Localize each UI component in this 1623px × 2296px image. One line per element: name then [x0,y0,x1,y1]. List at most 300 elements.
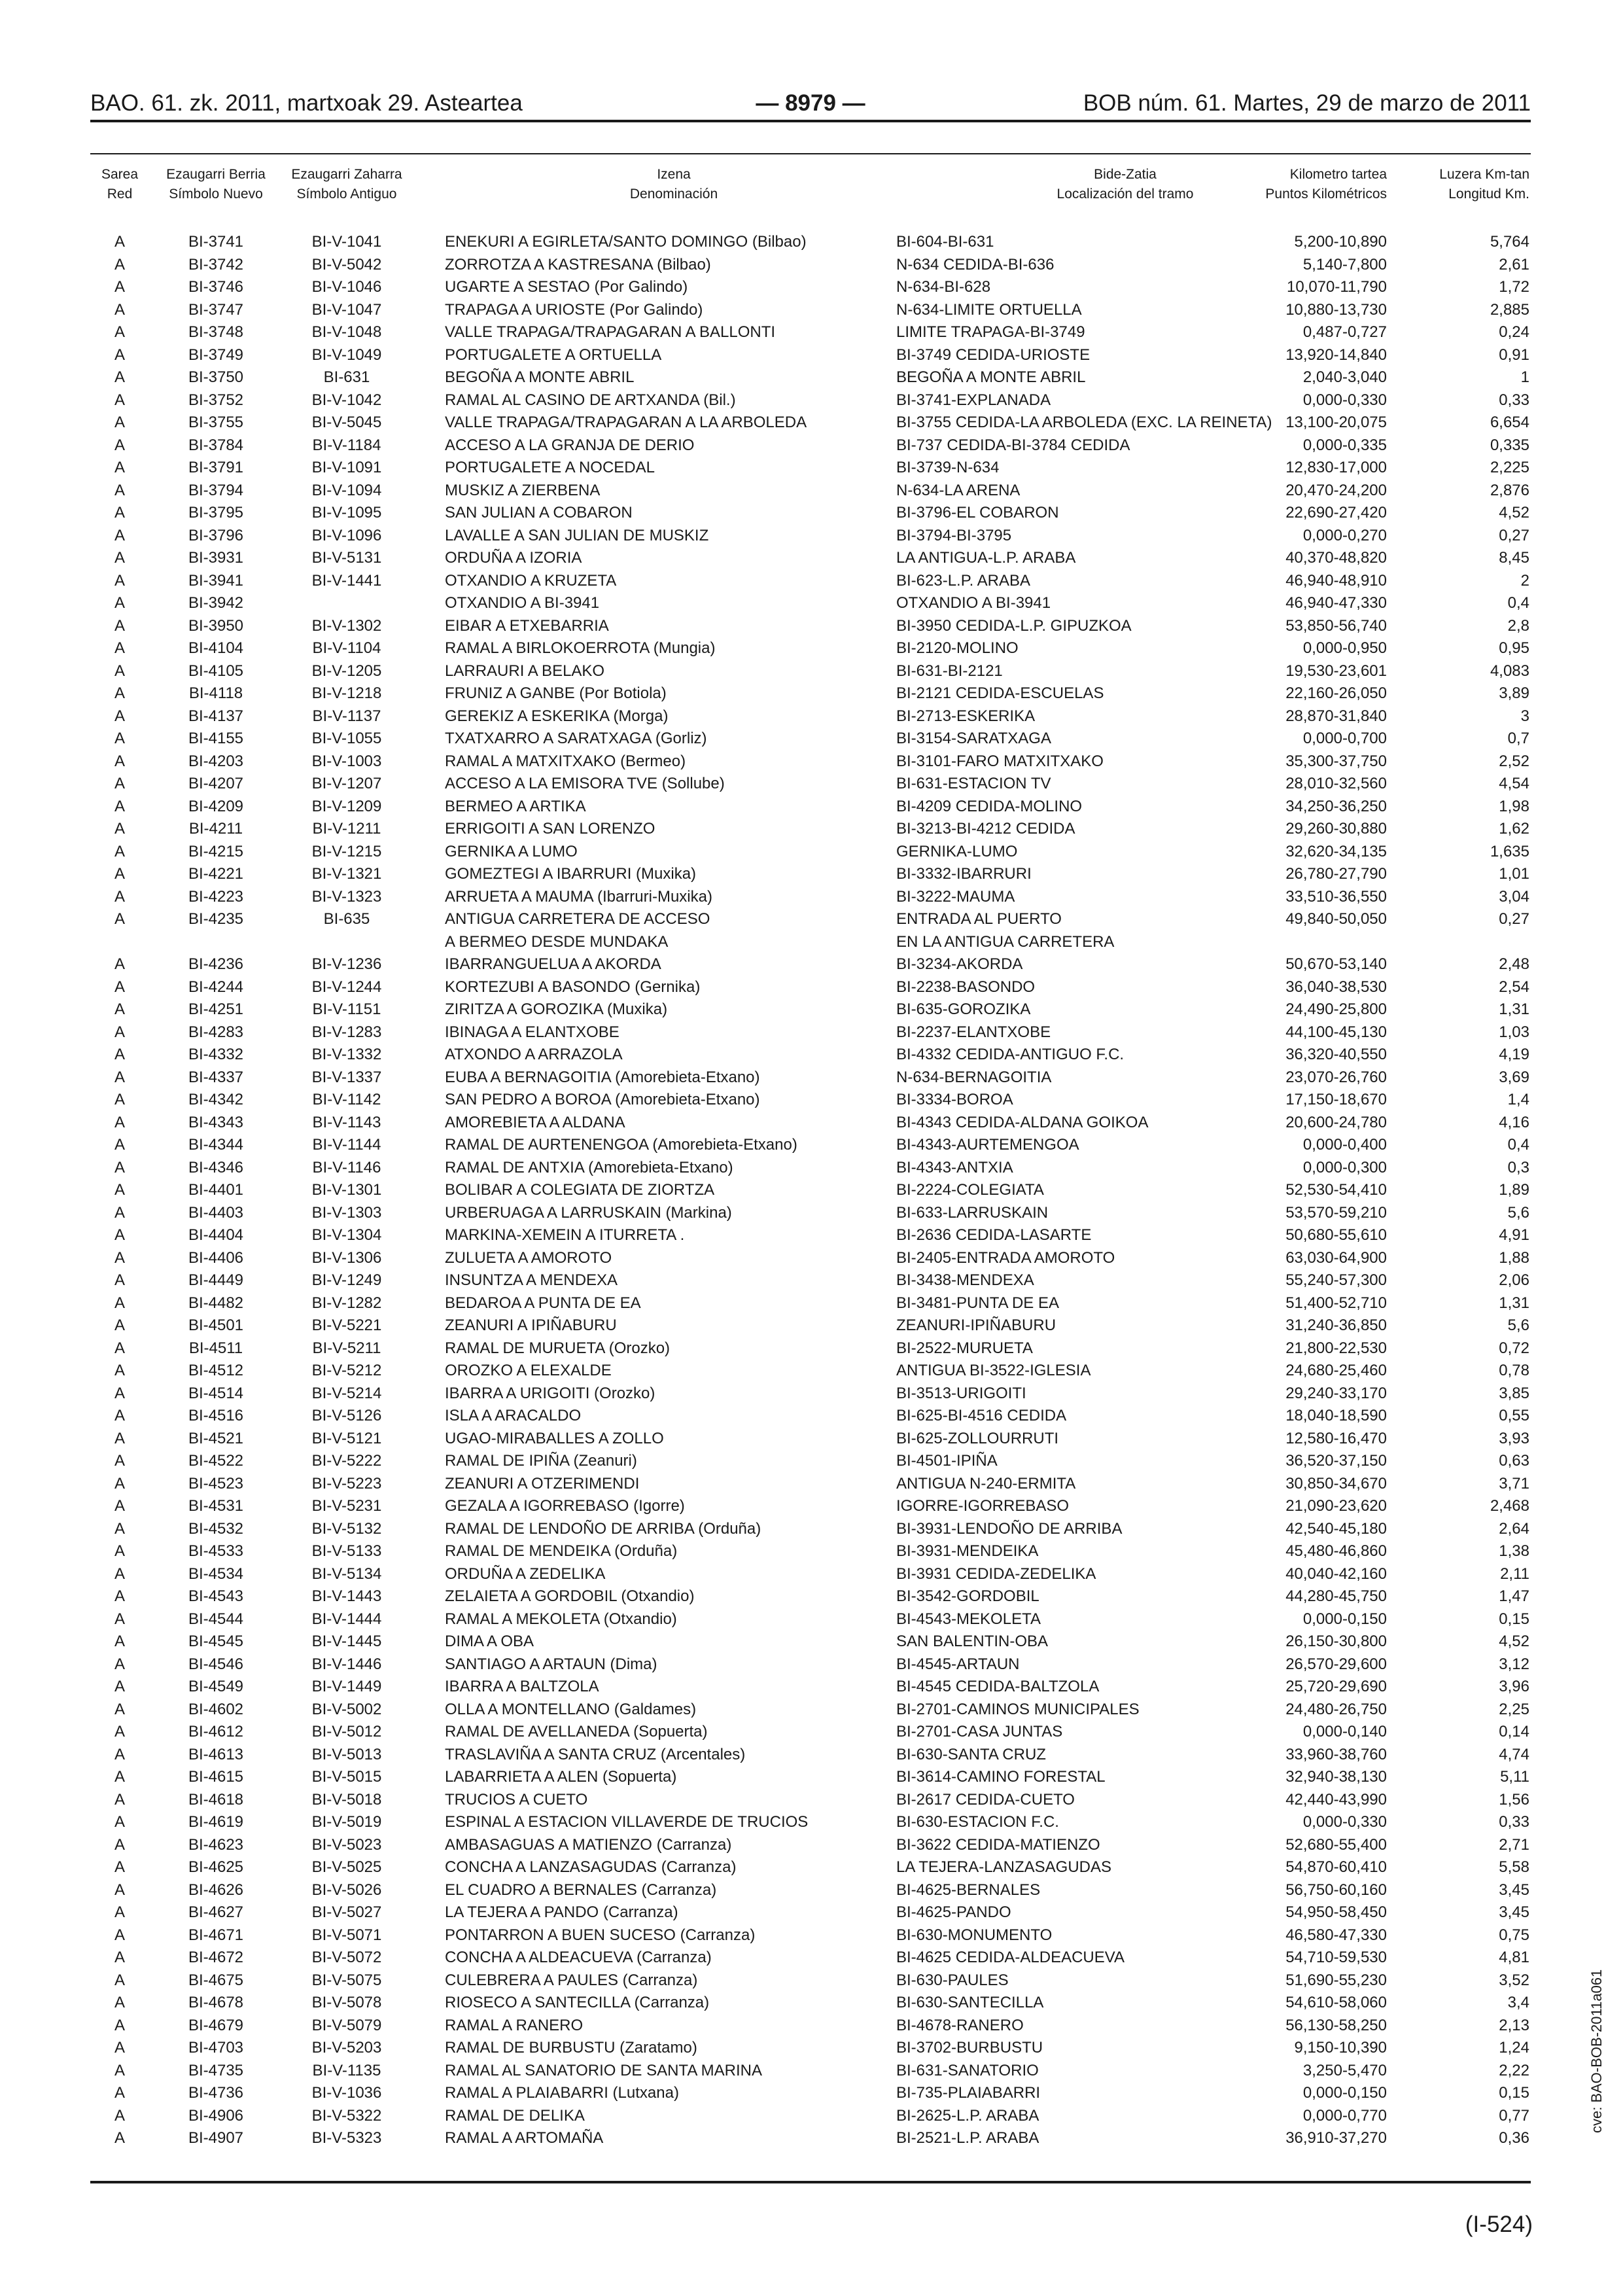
cell-red: A [114,1542,125,1560]
cell-section: BI-4625-BERNALES [896,1881,1041,1899]
cell-length: 3,93 [1499,1429,1529,1447]
cell-old-symbol: BI-V-1036 [311,2084,382,2102]
cell-name: ANTIGUA CARRETERA DE ACCESO A BERMEO DESDE MUNDAKA [445,910,710,951]
cell-length: 8,45 [1499,549,1529,567]
cell-length: 0,14 [1499,1723,1529,1740]
cell-length: 1,89 [1499,1181,1529,1199]
table-row [90,841,1531,864]
cell-red: A [114,1452,125,1470]
cell-length: 1,31 [1499,1294,1529,1312]
table-row [90,1112,1531,1135]
cell-km-points: 40,040-42,160 [1285,1564,1387,1583]
cell-red: A [114,1926,125,1944]
cell-name: DIMA A OBA [445,1633,534,1650]
cell-name: TXATXARRO A SARATXAGA (Gorliz) [445,730,707,747]
cell-old-symbol: BI-V-1143 [312,1113,381,1131]
table-row [90,1744,1531,1767]
cell-red: A [114,255,125,274]
table-row [90,1269,1531,1292]
cell-new-symbol: BI-4209 [188,797,244,815]
cell-new-symbol: BI-4244 [188,978,244,996]
cell-name: UGARTE A SESTAO (Por Galindo) [445,278,688,296]
cell-old-symbol: BI-V-1207 [311,775,382,792]
cell-red: A [114,1271,125,1289]
table-row [90,231,1531,254]
cell-km-points: 0,000-0,150 [1302,1610,1387,1628]
cell-red: A [114,414,125,431]
cell-section: BI-3542-GORDOBIL [896,1587,1039,1605]
cell-name: ENEKURI A EGIRLETA/SANTO DOMINGO (Bilbao) [445,233,807,251]
cell-km-points: 42,440-43,990 [1285,1790,1387,1809]
cell-name: ZEANURI A OTZERIMENDI [445,1474,640,1492]
cell-length: 3,96 [1499,1678,1529,1695]
cell-km-points: 50,680-55,610 [1285,1226,1387,1244]
cell-new-symbol: BI-4549 [188,1678,244,1695]
cell-red: A [114,865,125,883]
table-row [90,2015,1531,2038]
table-row [90,1495,1531,1518]
cell-length: 4,54 [1499,775,1529,792]
cell-new-symbol: BI-4613 [188,1745,244,1763]
table-row [90,276,1531,299]
cell-km-points: 36,910-37,270 [1285,2129,1387,2147]
cell-section: BI-625-ZOLLOURRUTI [896,1429,1059,1447]
table-row [90,863,1531,886]
cell-km-points: 0,000-0,330 [1302,1813,1387,1831]
cell-length: 1,98 [1499,797,1529,815]
cell-red: A [114,233,125,251]
cell-name: ISLA A ARACALDO [445,1407,582,1424]
cell-km-points: 49,840-50,050 [1285,910,1387,928]
cell-name: RAMAL DE MURUETA (Orozko) [445,1339,671,1357]
cell-km-points: 24,680-25,460 [1285,1362,1387,1379]
cell-red: A [114,571,125,590]
cell-km-points: 54,610-58,060 [1285,1994,1387,2011]
cell-new-symbol: BI-4615 [188,1768,244,1786]
cell-name: GOMEZTEGI A IBARRURI (Muxika) [445,865,697,883]
cell-old-symbol: BI-V-1047 [311,300,382,319]
cell-name: ATXONDO A ARRAZOLA [445,1046,623,1063]
cell-section: LA TEJERA-LANZASAGUDAS [896,1858,1111,1876]
cell-old-symbol: BI-V-5126 [311,1407,382,1424]
cell-red: A [114,1429,125,1447]
cell-km-points: 19,530-23,601 [1285,662,1387,680]
table-row [90,1021,1531,1044]
cell-km-points: 0,000-0,335 [1302,436,1387,454]
cell-new-symbol: BI-3746 [188,278,244,296]
table-row [90,1947,1531,1969]
cell-km-points: 50,670-53,140 [1285,955,1387,973]
cell-old-symbol: BI-V-5121 [311,1429,382,1447]
cell-section: OTXANDIO A BI-3941 [896,594,1051,612]
column-header-new-symbol: Ezaugarri Berria Símbolo Nuevo [166,167,266,202]
table-row [90,2105,1531,2128]
cell-name: ORDUÑA A IZORIA [445,549,582,567]
table-row [90,660,1531,683]
cell-section: BI-2224-COLEGIATA [896,1181,1044,1199]
cell-section: ENTRADA AL PUERTO EN LA ANTIGUA CARRETERA [896,910,1115,951]
cell-name: RAMAL DE DELIKA [445,2106,585,2125]
cell-old-symbol: BI-V-1449 [311,1678,382,1695]
cell-length: 1,01 [1499,865,1529,883]
cell-new-symbol: BI-4545 [188,1633,244,1650]
cell-name: RAMAL DE BURBUSTU (Zaratamo) [445,2039,697,2057]
cell-length: 1,62 [1499,820,1529,838]
cell-red: A [114,1723,125,1740]
cell-km-points: 22,160-26,050 [1285,684,1387,702]
cell-new-symbol: BI-4203 [188,752,244,770]
cell-red: A [114,1971,125,1989]
cell-section: BI-2713-ESKERIKA [896,707,1036,725]
cell-old-symbol: BI-V-1445 [311,1633,382,1650]
cell-section: BI-604-BI-631 [896,233,994,251]
cell-red: A [114,1316,125,1334]
cell-section: ANTIGUA N-240-ERMITA [896,1474,1076,1492]
cell-km-points: 30,850-34,670 [1285,1474,1387,1492]
cell-section: BI-3749 CEDIDA-URIOSTE [896,345,1091,364]
cell-old-symbol: BI-V-5222 [311,1452,382,1470]
cell-section: LIMITE TRAPAGA-BI-3749 [896,323,1085,341]
cell-section: BI-3332-IBARRURI [896,865,1032,883]
cell-old-symbol: BI-V-1302 [311,616,382,635]
cell-length: 4,52 [1499,1633,1529,1650]
table-row [90,525,1531,548]
cell-section: BI-625-BI-4516 CEDIDA [896,1407,1067,1424]
page-header [90,84,1531,123]
cell-km-points: 35,300-37,750 [1285,752,1387,770]
cell-name: ACCESO A LA GRANJA DE DERIO [445,436,695,454]
table-row [90,615,1531,638]
column-header-km-points: Kilometro tartea Puntos Kilométricos [1265,167,1387,202]
cell-length: 2,8 [1507,616,1529,635]
cell-section: BI-3931 CEDIDA-ZEDELIKA [896,1564,1096,1583]
cell-section: BI-631-ESTACION TV [896,775,1051,792]
cell-length: 0,27 [1499,526,1529,544]
table-row [90,682,1531,705]
table-row [90,637,1531,660]
cell-name: RIOSECO A SANTECILLA (Carranza) [445,1994,710,2011]
cell-old-symbol: BI-V-1209 [311,797,382,815]
cell-name: IBARRA A URIGOITI (Orozko) [445,1384,655,1402]
table-row [90,1450,1531,1473]
column-header-red: Sarea Red [101,167,139,202]
cell-name: BERMEO A ARTIKA [445,797,586,815]
cell-length: 0,7 [1507,730,1529,747]
cell-section: BI-630-PAULES [896,1971,1009,1989]
cell-name: EUBA A BERNAGOITIA (Amorebieta-Etxano) [445,1068,760,1086]
cell-length: 3,69 [1499,1068,1529,1086]
cell-old-symbol: BI-V-1332 [311,1046,382,1063]
cell-length: 0,91 [1499,345,1529,364]
table-row [90,1518,1531,1541]
cell-new-symbol: BI-4514 [188,1384,244,1402]
cell-km-points: 42,540-45,180 [1285,1519,1387,1538]
cell-name: RAMAL AL SANATORIO DE SANTA MARINA [445,2061,763,2079]
cell-section: BI-3739-N-634 [896,459,1000,476]
table-row [90,547,1531,570]
cell-section: BI-3950 CEDIDA-L.P. GIPUZKOA [896,616,1132,635]
cell-old-symbol: BI-V-1303 [311,1203,382,1222]
cell-red: A [114,1158,125,1176]
table-row [90,1608,1531,1631]
cell-length: 0,15 [1499,1610,1529,1628]
cell-section: BI-3213-BI-4212 CEDIDA [896,820,1075,838]
cell-name: OLLA A MONTELLANO (Galdames) [445,1700,697,1718]
header-left-title: BAO. 61. zk. 2011, martxoak 29. Asteartea [90,90,523,116]
cell-old-symbol: BI-V-1095 [311,504,382,521]
cell-section: BI-3438-MENDEXA [896,1271,1034,1289]
column-header-old-symbol: Ezaugarri Zaharra Símbolo Antiguo [291,167,402,202]
cell-new-symbol: BI-4521 [188,1429,244,1447]
table-row [90,2082,1531,2105]
cell-name: RAMAL AL CASINO DE ARTXANDA (Bil.) [445,391,736,409]
column-header-section: Bide-Zatia Localización del tramo [1056,167,1194,202]
cell-length: 1,03 [1499,1023,1529,1041]
cell-red: A [114,842,125,860]
cell-old-symbol: BI-V-5223 [311,1474,382,1492]
cell-km-points: 54,870-60,410 [1285,1858,1387,1876]
cell-km-points: 53,850-56,740 [1285,616,1387,635]
cell-km-points: 0,000-0,700 [1302,730,1387,747]
cell-length: 4,81 [1499,1949,1529,1966]
cell-old-symbol: BI-V-5015 [311,1768,382,1786]
cell-name: INSUNTZA A MENDEXA [445,1271,618,1289]
cell-old-symbol: BI-V-1042 [311,391,382,409]
cell-new-symbol: BI-3796 [188,526,244,544]
cell-name: ARRUETA A MAUMA (Ibarruri-Muxika) [445,887,712,906]
cell-name: LABARRIETA A ALEN (Sopuerta) [445,1768,677,1786]
cell-red: A [114,504,125,521]
cell-name: LA TEJERA A PANDO (Carranza) [445,1903,678,1921]
cell-section: BI-3513-URIGOITI [896,1384,1026,1402]
table-row [90,1157,1531,1180]
table-row [90,2127,1531,2150]
cell-red: A [114,1768,125,1786]
table-row [90,1992,1531,2015]
cell-name: PORTUGALETE A NOCEDAL [445,459,655,476]
cell-new-symbol: BI-4511 [188,1339,243,1357]
cell-length: 1,24 [1499,2039,1529,2057]
table-row [90,434,1531,457]
table-row [90,1337,1531,1360]
table-row [90,366,1531,389]
cell-old-symbol: BI-V-1215 [311,842,382,860]
cell-new-symbol: BI-3742 [188,255,244,274]
cell-km-points: 25,720-29,690 [1285,1678,1387,1695]
cell-km-points: 0,000-0,770 [1302,2106,1387,2125]
cell-red: A [114,684,125,702]
header-right-title: BOB núm. 61. Martes, 29 de marzo de 2011 [1083,90,1531,116]
cell-new-symbol: BI-3748 [188,323,244,341]
cell-old-symbol: BI-V-1046 [311,278,382,296]
cell-old-symbol: BI-V-5132 [311,1519,382,1538]
cell-section: BI-3234-AKORDA [896,955,1023,973]
cell-old-symbol: BI-V-1135 [312,2061,381,2079]
cell-length: 0,3 [1507,1158,1529,1176]
cell-old-symbol: BI-V-1282 [311,1294,382,1312]
cell-section: BI-2625-L.P. ARABA [896,2106,1039,2125]
cell-section: BI-4343 CEDIDA-ALDANA GOIKOA [896,1113,1149,1131]
cell-section: BI-4678-RANERO [896,2016,1024,2034]
cell-red: A [114,887,125,906]
cell-new-symbol: BI-3747 [188,300,244,319]
cell-km-points: 20,470-24,200 [1285,481,1387,499]
cell-section: BI-2120-MOLINO [896,639,1019,657]
cell-section: BI-2522-MURUETA [896,1339,1033,1357]
cell-section: BI-3755 CEDIDA-LA ARBOLEDA (EXC. LA REINETA) [896,414,1272,431]
cell-red: A [114,1068,125,1086]
table-row [90,254,1531,277]
cell-name: PORTUGALETE A ORTUELLA [445,345,662,364]
cell-name: PONTARRON A BUEN SUCESO (Carranza) [445,1926,756,1944]
cell-red: A [114,1519,125,1538]
cell-name: EIBAR A ETXEBARRIA [445,616,609,635]
table-row [90,1969,1531,1992]
cell-red: A [114,797,125,815]
cell-red: A [114,1181,125,1199]
cell-section: BI-4625-PANDO [896,1903,1011,1921]
cell-length: 4,083 [1490,662,1529,680]
cell-old-symbol: BI-V-5133 [311,1542,382,1560]
cell-section: BI-631-BI-2121 [896,662,1003,680]
cell-length: 2,48 [1499,955,1529,973]
cell-new-symbol: BI-4544 [188,1610,244,1628]
cell-section: BI-3101-FARO MATXITXAKO [896,752,1104,770]
cell-new-symbol: BI-3741 [188,233,244,251]
cell-section: BI-3741-EXPLANADA [896,391,1051,409]
table-row [90,1473,1531,1496]
table-row [90,502,1531,525]
cell-old-symbol: BI-V-5042 [311,255,382,274]
cell-red: A [114,2016,125,2034]
cell-old-symbol: BI-V-5214 [311,1384,382,1402]
cell-old-symbol: BI-V-1323 [311,887,382,906]
cell-red: A [114,730,125,747]
cell-km-points: 40,370-48,820 [1285,549,1387,567]
cell-section: BI-3154-SARATXAGA [896,730,1051,747]
cell-old-symbol: BI-V-1301 [311,1181,382,1199]
page-code: (I-524) [1465,2212,1533,2237]
table-row [90,1202,1531,1225]
cell-red: A [114,1294,125,1312]
cell-length: 3,85 [1499,1384,1529,1402]
cell-new-symbol: BI-4672 [188,1949,244,1966]
table-row [90,412,1531,434]
cell-red: A [114,300,125,319]
cell-km-points: 46,580-47,330 [1285,1926,1387,1944]
cell-section: BI-2121 CEDIDA-ESCUELAS [896,684,1104,702]
cell-new-symbol: BI-4251 [188,1000,244,1018]
cell-new-symbol: BI-3752 [188,391,244,409]
cell-red: A [114,345,125,364]
cell-old-symbol: BI-V-5045 [311,414,382,431]
cell-length: 0,24 [1499,323,1529,341]
cell-length: 1,56 [1499,1790,1529,1809]
cell-name: RAMAL DE AVELLANEDA (Sopuerta) [445,1723,708,1740]
cell-km-points: 31,240-36,850 [1285,1316,1387,1334]
cell-red: A [114,2129,125,2147]
table-row [90,2037,1531,2060]
cell-name: IBARRA A BALTZOLA [445,1678,599,1695]
table-row [90,1811,1531,1834]
cell-name: BEDAROA A PUNTA DE EA [445,1294,641,1312]
cell-new-symbol: BI-3791 [188,459,244,476]
cell-section: N-634 CEDIDA-BI-636 [896,255,1055,274]
cell-length: 0,27 [1499,910,1529,928]
cell-name: RAMAL A BIRLOKOERROTA (Mungia) [445,639,716,657]
cell-old-symbol: BI-V-5323 [311,2129,382,2147]
cell-name: SANTIAGO A ARTAUN (Dima) [445,1655,657,1673]
cell-new-symbol: BI-3794 [188,481,244,499]
cell-km-points: 52,680-55,400 [1285,1835,1387,1854]
cell-new-symbol: BI-4406 [188,1248,244,1267]
cell-length: 5,58 [1499,1858,1529,1876]
cell-old-symbol: BI-V-5203 [311,2039,382,2057]
cell-red: A [114,1655,125,1673]
cell-red: A [114,2084,125,2102]
cell-red: A [114,616,125,635]
table-row [90,998,1531,1021]
cell-section: N-634-LIMITE ORTUELLA [896,300,1082,319]
cell-section: BI-4501-IPIÑA [896,1452,998,1470]
cell-red: A [114,1113,125,1131]
cell-length: 2,64 [1499,1519,1529,1538]
cell-old-symbol: BI-V-1306 [311,1248,382,1267]
cell-length: 2,468 [1490,1497,1529,1515]
cell-section: N-634-BERNAGOITIA [896,1068,1052,1086]
cell-new-symbol: BI-4211 [188,820,243,838]
roads-table [90,231,1531,2150]
cell-new-symbol: BI-4104 [188,639,244,657]
table-row [90,976,1531,999]
cell-section: BI-4343-AURTEMENGOA [896,1136,1079,1154]
cell-red: A [114,1949,125,1966]
cell-name: RAMAL A PLAIABARRI (Lutxana) [445,2084,679,2102]
cell-length: 0,77 [1499,2106,1529,2125]
cell-name: TRUCIOS A CUETO [445,1790,588,1809]
table-row [90,886,1531,909]
cell-new-symbol: BI-4516 [188,1407,244,1424]
table-row [90,1383,1531,1405]
cell-section: BI-3702-BURBUSTU [896,2039,1043,2057]
cell-km-points: 21,800-22,530 [1285,1339,1387,1357]
cell-km-points: 28,870-31,840 [1285,707,1387,725]
cell-new-symbol: BI-4612 [188,1723,244,1740]
cell-old-symbol: BI-V-1151 [312,1000,381,1018]
cell-old-symbol: BI-V-1003 [311,752,382,770]
cell-length: 5,6 [1507,1316,1529,1334]
cell-old-symbol: BI-V-5071 [311,1926,382,1944]
cell-old-symbol: BI-V-5134 [311,1564,382,1583]
cell-length: 4,74 [1499,1745,1529,1763]
cell-new-symbol: BI-4678 [188,1994,244,2011]
cell-km-points: 23,070-26,760 [1285,1068,1387,1086]
cell-length: 3 [1520,707,1529,725]
cell-old-symbol: BI-V-1091 [311,459,382,476]
cell-new-symbol: BI-4215 [188,842,244,860]
cell-old-symbol: BI-V-1184 [312,436,381,454]
cell-name: ACCESO A LA EMISORA TVE (Sollube) [445,775,725,792]
cell-new-symbol: BI-4523 [188,1474,244,1492]
table-row [90,1224,1531,1247]
cell-old-symbol: BI-V-1211 [312,820,381,838]
cell-red: A [114,1046,125,1063]
cell-new-symbol: BI-4736 [188,2084,244,2102]
cell-length: 2,61 [1499,255,1529,274]
cell-section: BI-3622 CEDIDA-MATIENZO [896,1835,1100,1854]
cell-km-points: 5,140-7,800 [1302,255,1387,274]
cell-new-symbol: BI-4735 [188,2061,244,2079]
